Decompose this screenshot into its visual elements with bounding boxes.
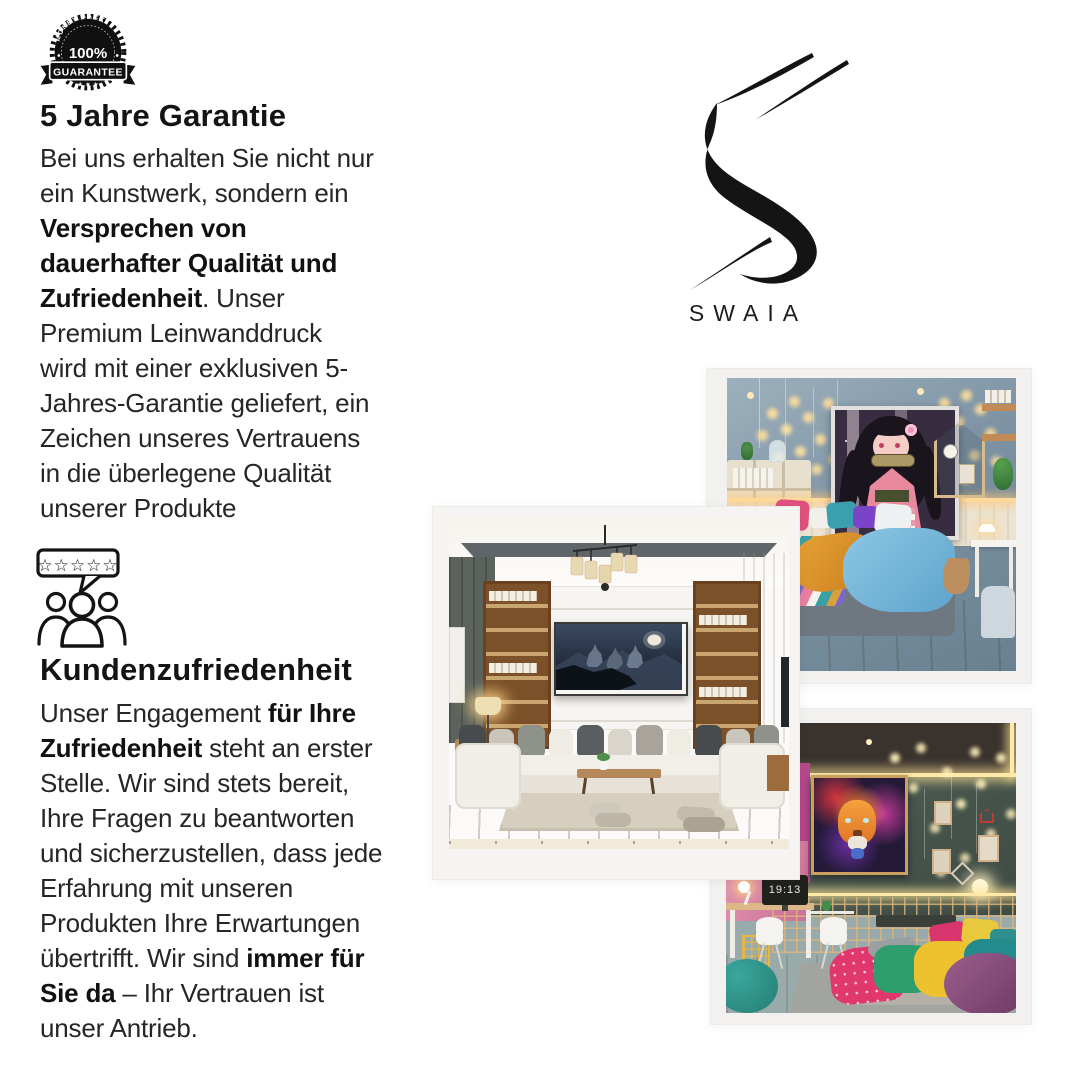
guarantee-paragraph: Bei uns erhalten Sie nicht nur ein Kunstwerk, sondern ein Versprechen von dauerhafter Qualität und Zufriedenheit. Unser Premium Leinwanddruck wird mit einer exklusiven 5- Jahres-Garantie geliefert, ein Zeichen unseres Vertrauens in die überlegene Qualität unserer Produkte (40, 143, 374, 523)
chandelier-icon (567, 525, 643, 597)
monitor-stand (782, 905, 788, 911)
bean-bag-purple (944, 953, 1016, 1013)
brand-logo (682, 46, 862, 338)
kimono-sash (875, 490, 909, 502)
logo-s-mark-icon (690, 48, 860, 298)
wood-shelf-2 (982, 434, 1016, 441)
hair-flower (905, 424, 917, 436)
books-left-1 (489, 591, 537, 601)
books-right-1 (699, 615, 747, 625)
person-left-head (48, 594, 65, 611)
glass-cloche (769, 440, 786, 462)
person-right-head (100, 594, 117, 611)
section-title-guarantee: 5 Jahre Garantie (40, 98, 287, 133)
canvas-art-lion (811, 775, 908, 875)
section-title-satisfaction: Kundenzufriedenheit (40, 652, 353, 687)
eye-right (895, 443, 900, 448)
books-right-2 (699, 687, 747, 697)
books-left-2 (489, 663, 537, 673)
hanging-bulbs (866, 739, 872, 745)
photo-living-room (449, 517, 789, 849)
floor-cushion-2 (595, 813, 631, 827)
table-plant (597, 753, 610, 761)
wolves-night-scene (556, 624, 682, 690)
canvas-art-wolves (554, 622, 688, 696)
wall-frame-1 (934, 801, 952, 825)
lion-chin (851, 848, 864, 859)
hanging-plant (993, 458, 1013, 490)
monitor-clock: 19:13 (768, 884, 802, 896)
money-back-badge-icon (38, 12, 138, 104)
desk-leg-2 (806, 910, 811, 958)
badge-arc-text: MONEY BACK (54, 13, 107, 43)
desk-lamp (979, 524, 995, 532)
bamboo-muzzle (871, 454, 915, 467)
wall-frame-3 (932, 849, 951, 874)
desk-chair (981, 586, 1015, 638)
floor-lamp-shade (475, 697, 501, 715)
sofa-chaise-left (455, 743, 521, 809)
wall-clock (943, 444, 958, 459)
snow-dots (845, 440, 847, 442)
string-lights-left (747, 392, 754, 399)
grid-plant (822, 901, 831, 911)
customer-reviews-icon (36, 548, 128, 648)
lion-eye-right (863, 818, 869, 823)
eye-left (879, 443, 884, 448)
desk-top (971, 540, 1016, 547)
floor-ruler-ticks (449, 841, 789, 844)
desk-leg (730, 910, 735, 958)
tv-console (767, 755, 789, 791)
plant (741, 442, 753, 460)
review-stars: ☆☆☆☆☆ (37, 556, 119, 575)
shelf-led-strip (772, 893, 1016, 896)
person-center-head (71, 594, 94, 617)
teddy-bear (943, 558, 969, 594)
desk-leg (975, 547, 979, 597)
ceiling-led-corner (1010, 723, 1014, 777)
badge-stars: ★ ★ ★ (77, 81, 99, 89)
coffee-table-top (577, 769, 661, 778)
satisfaction-paragraph: Unser Engagement für Ihre Zufriedenheit steht an erster Stelle. Wir sind stets bereit, Ihre Fragen zu beantworten und sicherzustellen, dass jede Erfahrung mit unseren Produkten Ihre Erwartungen übertrifft. Wir sind immer für Sie da – Ihr Vertrauen ist unser Antrieb. (40, 698, 383, 1043)
chair-seat-2 (820, 927, 847, 945)
chair-seat-1 (756, 927, 783, 945)
tv-edge (781, 657, 789, 727)
photo-card-living-room (432, 506, 800, 880)
floor-cushion-4 (683, 817, 725, 832)
shelf-items (985, 390, 1011, 403)
duvet-blue (843, 528, 955, 612)
books (733, 468, 773, 488)
shelf-frame (959, 464, 975, 484)
wall-frame-2 (978, 835, 999, 862)
logo-wordmark: SWAIA (688, 300, 808, 326)
badge-percent: 100% (68, 45, 108, 62)
badge-ribbon-text: GUARANTEE (53, 67, 123, 79)
lion-eye-left (845, 818, 851, 823)
light-strings (759, 378, 760, 448)
string-lights-right (917, 388, 924, 395)
grid-shelf (810, 911, 854, 914)
wood-shelf-1 (982, 404, 1016, 411)
left-wall-art (449, 627, 465, 703)
